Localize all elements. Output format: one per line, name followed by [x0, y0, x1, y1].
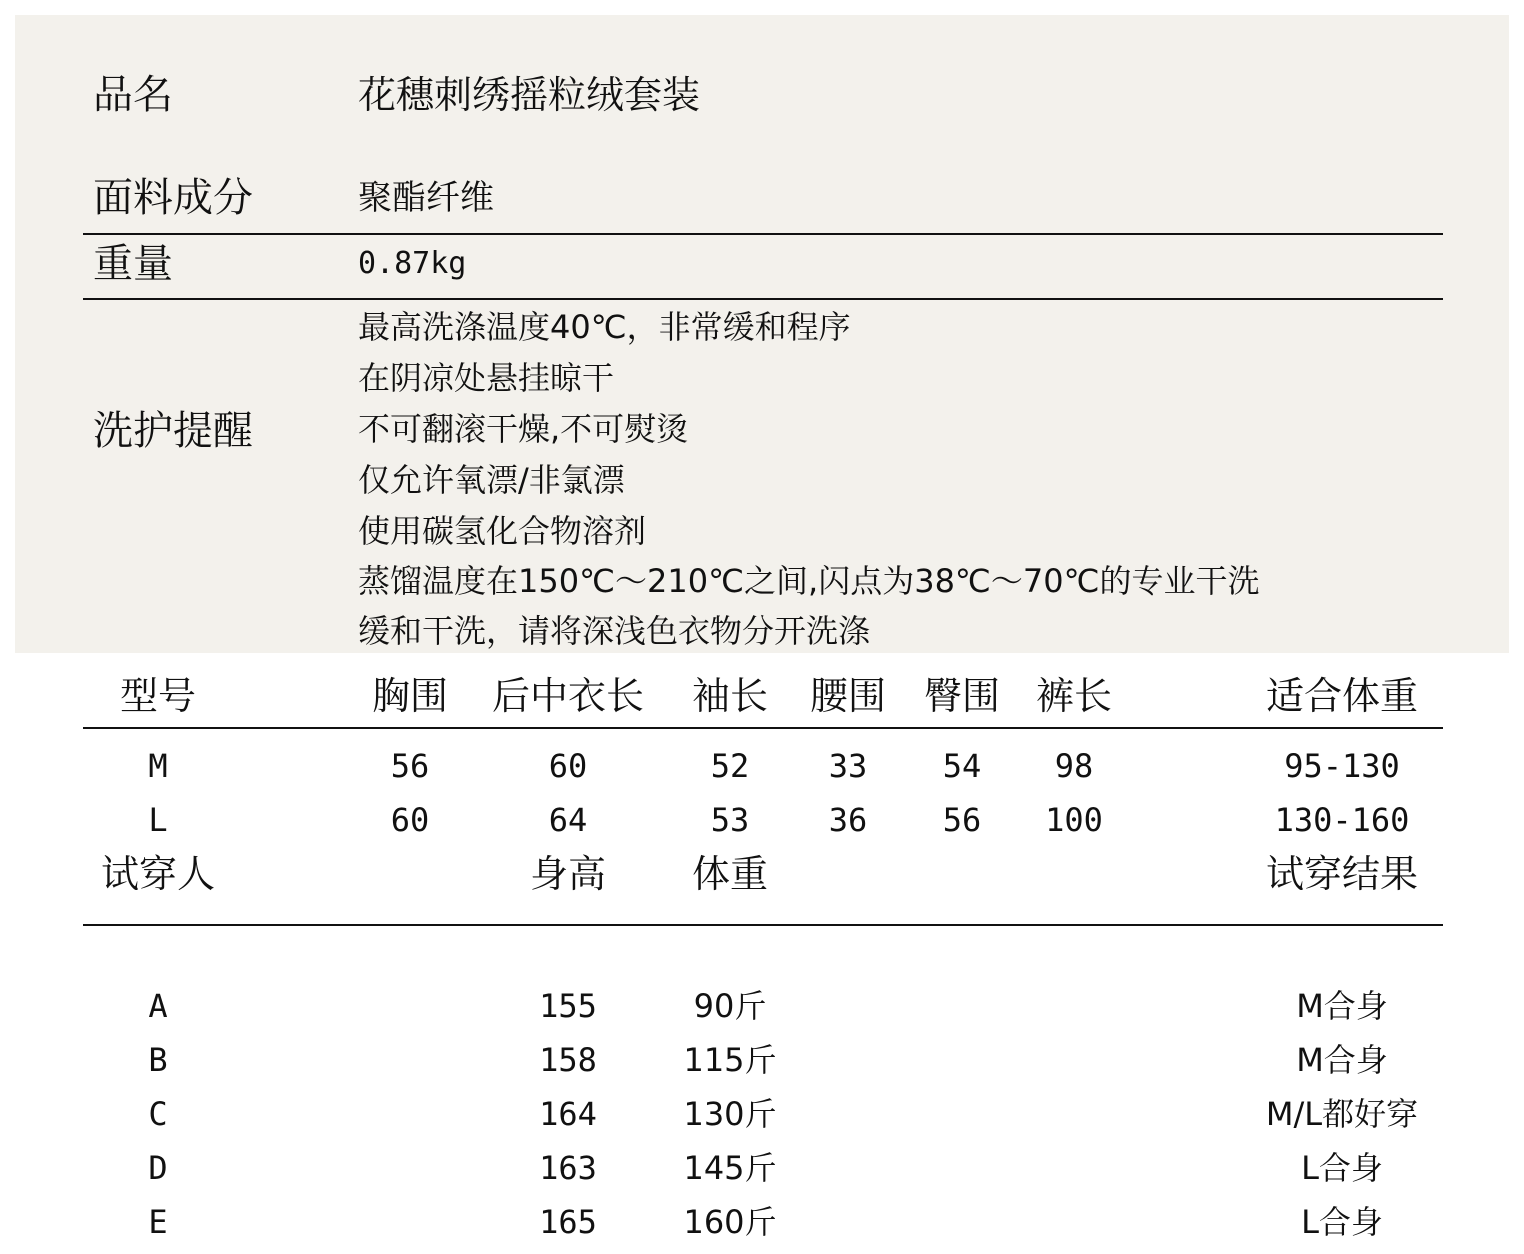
size-cell: 64 — [548, 801, 588, 839]
size-header-weight: 适合体重 — [1265, 674, 1419, 718]
size-header-waist: 腰围 — [809, 674, 887, 718]
tryon-cell: 90斤 — [693, 987, 767, 1025]
tryon-cell: M合身 — [1296, 987, 1388, 1025]
fabric-value: 聚酯纤维 — [358, 178, 494, 218]
size-cell: L — [148, 801, 168, 839]
size-cell: 53 — [710, 801, 750, 839]
size-cell: 100 — [1045, 801, 1103, 839]
tryon-cell: 163 — [539, 1149, 597, 1187]
tryon-cell: B — [148, 1041, 168, 1079]
tryon-cell: M合身 — [1296, 1041, 1388, 1079]
size-cell: 36 — [828, 801, 868, 839]
care-line: 在阴凉处悬挂晾干 — [358, 359, 615, 397]
size-header-chest: 胸围 — [371, 674, 449, 718]
size-cell: 52 — [710, 747, 750, 785]
tryon-cell: 158 — [539, 1041, 597, 1079]
size-cell: 33 — [828, 747, 868, 785]
tryon-header-height: 身高 — [529, 852, 607, 896]
size-header-pants: 裤长 — [1035, 674, 1113, 718]
tryon-header-weight: 体重 — [691, 852, 769, 896]
size-cell: 56 — [942, 801, 982, 839]
tryon-cell: M/L都好穿 — [1265, 1095, 1419, 1133]
care-line: 蒸馏温度在150℃～210℃之间,闪点为38℃～70℃的专业干洗 — [358, 562, 1260, 600]
divider-line — [83, 727, 1443, 729]
divider-line — [83, 233, 1443, 235]
tryon-cell: 165 — [539, 1203, 597, 1241]
weight-value: 0.87kg — [358, 246, 467, 281]
tryon-cell: 115斤 — [683, 1041, 777, 1079]
tryon-header-result: 试穿结果 — [1265, 852, 1419, 896]
size-header-sleeve: 袖长 — [691, 674, 769, 718]
size-cell: 95-130 — [1284, 747, 1400, 785]
care-line: 不可翻滚干燥,不可熨烫 — [358, 410, 689, 448]
size-header-hip: 臀围 — [923, 674, 1001, 718]
size-cell: 60 — [390, 801, 430, 839]
care-line: 使用碳氢化合物溶剂 — [358, 512, 647, 550]
tryon-cell: E — [148, 1203, 168, 1241]
divider-line — [83, 298, 1443, 300]
size-cell: 56 — [390, 747, 430, 785]
divider-line — [83, 924, 1443, 926]
tryon-cell: 160斤 — [683, 1203, 777, 1241]
tryon-cell: 130斤 — [683, 1095, 777, 1133]
tryon-cell: L合身 — [1301, 1203, 1383, 1241]
care-line: 最高洗涤温度40℃，非常缓和程序 — [358, 308, 851, 346]
tryon-cell: L合身 — [1301, 1149, 1383, 1187]
care-line: 缓和干洗，请将深浅色衣物分开洗涤 — [358, 612, 871, 650]
tryon-cell: D — [148, 1149, 168, 1187]
tryon-cell: 145斤 — [683, 1149, 777, 1187]
size-cell: 60 — [548, 747, 588, 785]
tryon-cell: 155 — [539, 987, 597, 1025]
size-header-length: 后中衣长 — [491, 674, 645, 718]
tryon-cell: C — [148, 1095, 168, 1133]
size-cell: M — [148, 747, 168, 785]
care-label: 洗护提醒 — [93, 408, 253, 454]
size-cell: 98 — [1054, 747, 1094, 785]
tryon-cell: A — [148, 987, 168, 1025]
care-line: 仅允许氧漂/非氯漂 — [358, 461, 625, 499]
product-name-label: 品名 — [93, 72, 173, 118]
product-name-value: 花穗刺绣摇粒绒套装 — [358, 73, 701, 117]
size-header-model: 型号 — [119, 674, 197, 718]
tryon-header-person: 试穿人 — [100, 852, 216, 896]
weight-label: 重量 — [93, 241, 173, 287]
size-cell: 130-160 — [1274, 801, 1410, 839]
size-cell: 54 — [942, 747, 982, 785]
tryon-cell: 164 — [539, 1095, 597, 1133]
fabric-label: 面料成分 — [93, 175, 253, 221]
